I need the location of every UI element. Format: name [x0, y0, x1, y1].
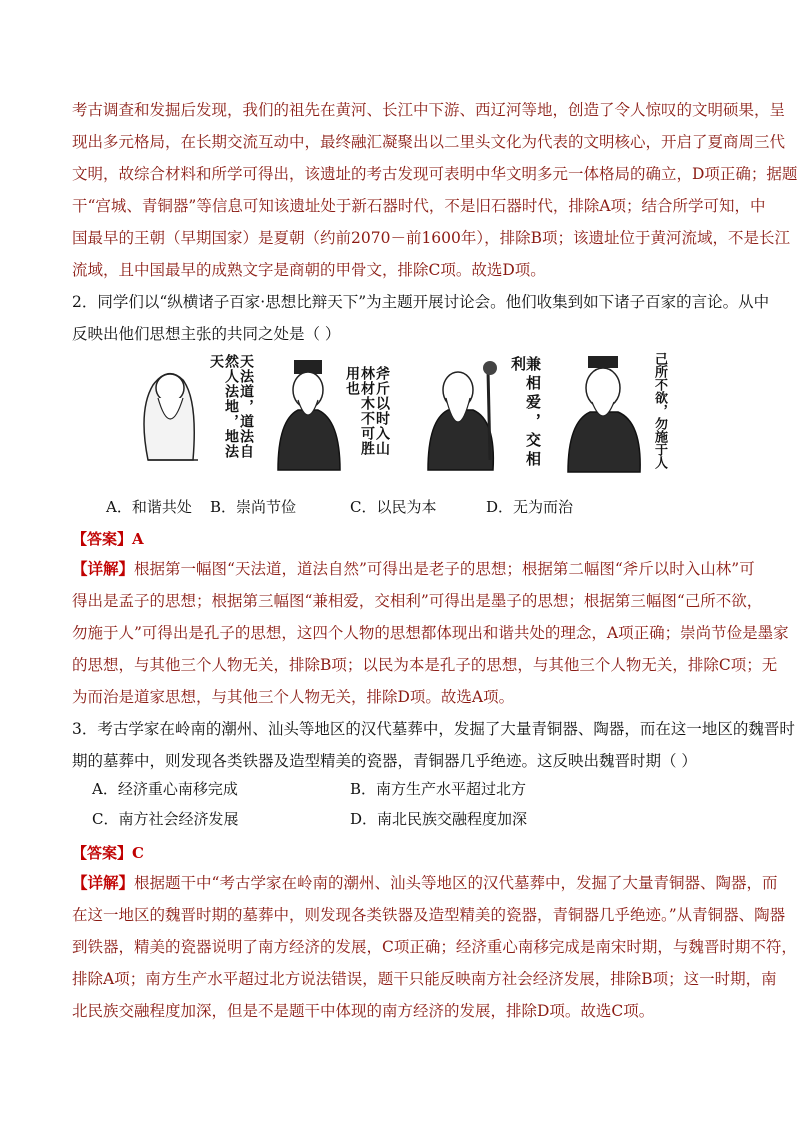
answer-value: C	[132, 844, 144, 862]
option-c[interactable]: C．南方社会经济发展	[92, 810, 239, 828]
previous-answer-explanation	[72, 94, 797, 286]
option-a[interactable]: A．经济重心南移完成	[92, 780, 238, 798]
option-b[interactable]: B．崇尚节俭	[210, 498, 297, 516]
answer-label: 【答案】	[72, 844, 133, 862]
confucius-portrait-image	[560, 350, 650, 476]
text-line: 到铁器，精美的瓷器说明了南方经济的发展，C项正确；经济重心南移完成是南宋时期，与魏晋时期不符，	[72, 938, 797, 956]
text-line: 干“宫城、青铜器”等信息可知该遗址处于新石器时代，不是旧石器时代，排除A项；结合所学可知，中	[72, 197, 766, 215]
text-line: 根据题干中“考古学家在岭南的潮州、汕头等地区的汉代墓葬中，发掘了大量青铜器、陶器，而	[134, 874, 778, 892]
text-line: 现出多元格局，在长期交流互动中，最终融汇凝聚出以二里头文化为代表的文明核心，开启了夏商周三代	[72, 133, 786, 151]
option-d[interactable]: D．南北民族交融程度加深	[350, 810, 528, 828]
question-2-stem	[72, 286, 770, 350]
text-line: 反映出他们思想主张的共同之处是（ ）	[72, 325, 341, 343]
text-line: 流域，且中国最早的成熟文字是商朝的甲骨文，排除C项。故选D项。	[72, 261, 546, 279]
mencius-quote: 斧斤以时入山林材木不可胜用也	[344, 366, 390, 456]
mencius-portrait-image	[268, 350, 348, 476]
mozi-portrait-image	[418, 350, 508, 476]
laozi-portrait-image	[128, 350, 208, 476]
text-line: 排除A项；南方生产水平超过北方说法错误，题干只能反映南方社会经济发展，排除B项；这一时期，南	[72, 970, 777, 988]
detail-label: 【详解】	[72, 873, 135, 892]
answer-label: 【答案】	[72, 530, 133, 548]
text-line: 期的墓葬中，则发现各类铁器及造型精美的瓷器，青铜器几乎绝迹。这反映出魏晋时期（ ）	[72, 752, 697, 770]
detail-label: 【详解】	[72, 559, 135, 578]
text-line: 得出是孟子的思想；根据第三幅图“兼相爱，交相利”可得出是墨子的思想；根据第三幅图“己所不欲，	[72, 592, 763, 610]
text-line: 勿施于人”可得出是孔子的思想，这四个人物的思想都体现出和谐共处的理念，A项正确；崇尚节俭是墨家	[72, 624, 789, 642]
option-b[interactable]: B．南方生产水平超过北方	[350, 780, 527, 798]
question-2-answer	[72, 528, 144, 549]
text-line: 3．考古学家在岭南的潮州、汕头等地区的汉代墓葬中，发掘了大量青铜器、陶器，而在这一地区的魏晋时	[72, 720, 795, 738]
text-line: 根据第一幅图“天法道，道法自然”可得出是老子的思想；根据第二幅图“斧斤以时入山林”可	[134, 560, 755, 578]
text-line: 国最早的王朝（早期国家）是夏朝（约前2070－前1600年），排除B项；该遗址位于黄河流域，不是长江	[72, 229, 791, 247]
text-line: 文明，故综合材料和所学可得出，该遗址的考古发现可表明中华文明多元一体格局的确立，D项正确；据题	[72, 165, 797, 183]
question-3-detail	[72, 867, 797, 1027]
mozi-quote: 兼相爱，交相利	[509, 356, 542, 470]
text-line: 为而治是道家思想，与其他三个人物无关，排除D项。故选A项。	[72, 688, 515, 706]
confucius-quote: 己所不欲，勿施于人	[652, 352, 667, 469]
option-d[interactable]: D．无为而治	[486, 498, 574, 516]
laozi-quote: 天法道，道法自然人法地，地法天	[208, 354, 254, 459]
option-a[interactable]: A．和谐共处	[106, 498, 192, 516]
question-3-answer	[72, 842, 144, 863]
option-c[interactable]: C．以民为本	[350, 498, 437, 516]
question-3-stem	[72, 713, 795, 777]
text-line: 在这一地区的魏晋时期的墓葬中，则发现各类铁器及造型精美的瓷器，青铜器几乎绝迹。”从青铜器、陶器	[72, 906, 786, 924]
question-2-detail	[72, 553, 789, 713]
answer-value: A	[132, 530, 144, 548]
text-line: 考古调查和发掘后发现，我们的祖先在黄河、长江中下游、西辽河等地，创造了令人惊叹的文明硕果，呈	[72, 101, 786, 119]
text-line: 的思想，与其他三个人物无关，排除B项；以民为本是孔子的思想，与其他三个人物无关，排除C项；无	[72, 656, 778, 674]
text-line: 北民族交融程度加深，但是不是题干中体现的南方经济的发展，排除D项。故选C项。	[72, 1002, 655, 1020]
text-line: 2．同学们以“纵横诸子百家·思想比辩天下”为主题开展讨论会。他们收集到如下诸子百家的言论。从中	[72, 293, 770, 311]
